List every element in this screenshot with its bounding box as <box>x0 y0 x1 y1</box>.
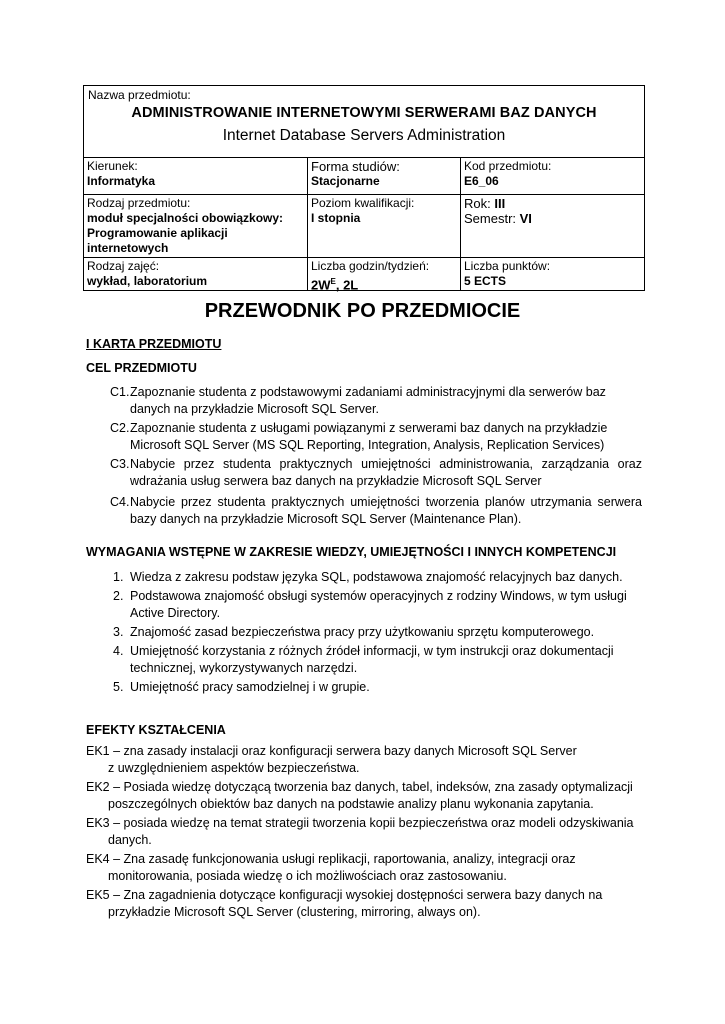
list-item <box>86 851 642 885</box>
code-label: Kod przedmiotu: <box>464 159 552 173</box>
classes-value: wykład, laboratorium <box>87 274 208 288</box>
year-value: III <box>494 196 506 211</box>
course-name: ADMINISTROWANIE INTERNETOWYMI SERWERAMI BAZ DANYCH <box>131 105 597 121</box>
requirement-text-line: technicznej, wykorzystywanych narzędzi. <box>130 661 358 675</box>
year-line <box>464 196 641 211</box>
hours-sup: E <box>330 277 336 286</box>
hours-cell <box>308 258 461 293</box>
requirement-number: 3. <box>113 625 124 639</box>
list-item <box>86 384 642 418</box>
requirement-text-line: Podstawowa znajomość obsługi systemów operacyjnych z rodziny Windows, w tym usługi <box>130 589 627 603</box>
effect-text-line: danych. <box>108 833 152 847</box>
effect-text-line: poszczególnych obiektów baz danych na podstawie analizy planu wykonania zapytania. <box>108 797 594 811</box>
classes-cell <box>84 258 308 290</box>
year-label: Rok: <box>464 196 495 211</box>
kind-label: Rodzaj przedmiotu: <box>87 196 191 210</box>
kind-value-line-2: Programowanie aplikacji <box>87 226 228 240</box>
goal-text-line: Nabycie przez studenta praktycznych umiejętności administrowania, zarządzania oraz <box>130 457 642 471</box>
year-semester-cell <box>461 195 644 257</box>
requirements-list <box>86 569 642 698</box>
course-info-table <box>83 85 645 291</box>
points-value: 5 ECTS <box>464 274 507 288</box>
goal-text-line: Zapoznanie studenta z usługami powiązanymi z serwerami baz danych na przykładzie <box>130 421 608 435</box>
goal-text-line: Nabycie przez studenta praktycznych umiejętności tworzenia planów utrzymania serwera <box>130 495 642 509</box>
direction-label: Kierunek: <box>87 159 138 173</box>
hours-value-b: , 2L <box>335 277 359 293</box>
hours-value <box>311 274 457 292</box>
requirement-text-line: Znajomość zasad bezpieczeństwa pracy przy użytkowaniu sprzętu komputerowego. <box>130 625 595 639</box>
list-item <box>86 588 642 622</box>
effect-text-line: EK2 – Posiada wiedzę dotyczącą tworzenia baz danych, tabel, indeksów, zna zasady optymalizacji <box>86 780 633 794</box>
kind-value-line-1: moduł specjalności obowiązkowy: <box>87 211 284 225</box>
list-item <box>86 643 642 677</box>
effect-text-line: EK5 – Zna zagadnienia dotyczące konfiguracji wysokiej dostępności serwera bazy danych na <box>86 888 603 902</box>
requirement-number: 4. <box>113 644 124 658</box>
semester-value: VI <box>519 211 532 226</box>
requirement-number: 1. <box>113 570 124 584</box>
list-item <box>86 494 642 528</box>
semester-label: Semestr: <box>464 211 520 226</box>
list-item <box>86 743 642 777</box>
section-heading: I KARTA PRZEDMIOTU <box>86 337 222 351</box>
goal-text-line: Zapoznanie studenta z podstawowymi zadaniami administracyjnymi dla serwerów baz <box>130 385 606 399</box>
effect-text-line: EK4 – Zna zasadę funkcjonowania usługi replikacji, raportowania, analizy, integracji oraz <box>86 852 576 866</box>
goal-text-line: bazy danych na przykładzie Microsoft SQL Server (Maintenance Plan). <box>130 512 522 526</box>
effect-text-line: przykładzie Microsoft SQL Server (clustering, mirroring, always on). <box>108 905 481 919</box>
list-item <box>86 815 642 849</box>
goal-text-line: Microsoft SQL Server (MS SQL Reporting, Integration, Analysis, Replication Services) <box>130 438 605 452</box>
table-row <box>84 258 644 293</box>
goal-number: C1. <box>110 385 130 399</box>
goal-heading: CEL PRZEDMIOTU <box>86 361 197 375</box>
list-item <box>86 887 642 921</box>
requirement-text-line: Wiedza z zakresu podstaw języka SQL, podstawowa znajomość relacyjnych baz danych. <box>130 570 623 584</box>
requirement-text-line: Umiejętność pracy samodzielnej i w grupie. <box>130 680 370 694</box>
effects-list <box>86 743 642 923</box>
effect-text-line: monitorowania, posiada wiedzę o ich możliwościach oraz zastosowaniu. <box>108 869 507 883</box>
level-label: Poziom kwalifikacji: <box>311 196 415 210</box>
points-label: Liczba punktów: <box>464 259 551 273</box>
requirement-number: 5. <box>113 680 124 694</box>
form-cell <box>308 158 461 194</box>
kind-cell <box>84 195 308 257</box>
course-name-english: Internet Database Servers Administration <box>222 127 506 144</box>
code-cell <box>461 158 644 194</box>
hours-value-a: 2W <box>311 277 331 293</box>
form-label: Forma studiów: <box>311 159 400 174</box>
hours-label: Liczba godzin/tydzień: <box>311 259 430 273</box>
code-value: E6_06 <box>464 174 499 188</box>
goal-number: C4. <box>110 495 130 509</box>
goal-text-line: danych na przykładzie Microsoft SQL Server. <box>130 402 379 416</box>
direction-cell <box>84 158 308 194</box>
list-item <box>86 679 642 696</box>
list-item <box>86 624 642 641</box>
form-value: Stacjonarne <box>311 174 380 188</box>
requirement-text-line: Active Directory. <box>130 606 221 620</box>
effect-text-line: z uwzględnieniem aspektów bezpieczeństwa. <box>108 761 360 775</box>
list-item <box>86 420 642 454</box>
effect-text-line: EK3 – posiada wiedzę na temat strategii tworzenia kopii bezpieczeństwa oraz modeli odzyskiwania <box>86 816 634 830</box>
goal-number: C2. <box>110 421 130 435</box>
list-item <box>86 456 642 490</box>
subject-label: Nazwa przedmiotu: <box>88 88 191 102</box>
goal-text-line: wdrażania usług serwera baz danych na przykładzie Microsoft SQL Server <box>130 474 542 488</box>
requirement-number: 2. <box>113 589 124 603</box>
goals-list <box>86 384 642 528</box>
table-row <box>84 158 644 195</box>
requirements-heading: WYMAGANIA WSTĘPNE W ZAKRESIE WIEDZY, UMIEJĘTNOŚCI I INNYCH KOMPETENCJI <box>86 545 617 559</box>
kind-value-line-3: internetowych <box>87 241 169 255</box>
points-cell <box>461 258 644 290</box>
semester-line <box>464 211 641 226</box>
main-title: PRZEWODNIK PO PRZEDMIOCIE <box>204 300 521 322</box>
goal-number: C3. <box>110 457 130 471</box>
list-item <box>86 779 642 813</box>
course-title-cell <box>84 86 644 158</box>
level-cell <box>308 195 461 257</box>
classes-label: Rodzaj zajęć: <box>87 259 160 273</box>
list-item <box>86 569 642 586</box>
direction-value: Informatyka <box>87 174 156 188</box>
requirement-text-line: Umiejętność korzystania z różnych źródeł informacji, w tym instrukcji oraz dokumentacji <box>130 644 614 658</box>
effects-heading: EFEKTY KSZTAŁCENIA <box>86 723 226 737</box>
effect-text-line: EK1 – zna zasady instalacji oraz konfiguracji serwera bazy danych Microsoft SQL Server <box>86 744 577 758</box>
level-value: I stopnia <box>311 211 361 225</box>
table-row <box>84 195 644 258</box>
